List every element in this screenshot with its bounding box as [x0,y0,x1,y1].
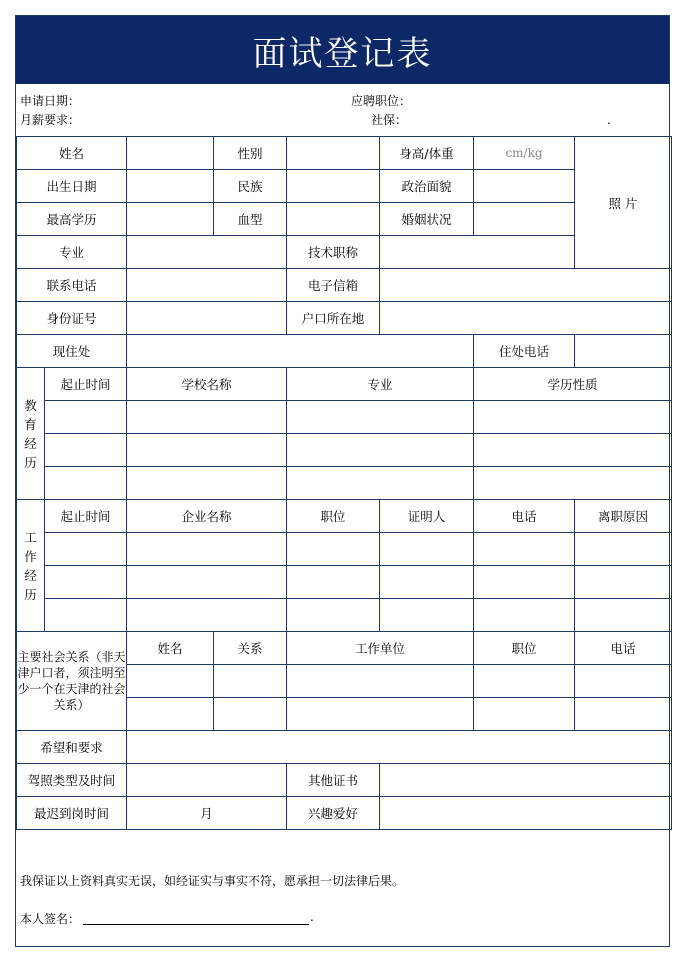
work-company-field[interactable] [127,566,287,599]
license-field[interactable] [127,764,287,797]
birth-date-label: 出生日期 [17,170,127,203]
work-position-field[interactable] [287,566,380,599]
edu-period-field[interactable] [45,434,127,467]
edu-header-major: 专业 [287,368,474,401]
work-period-field[interactable] [45,599,127,632]
marital-status-label: 婚姻状况 [380,203,474,236]
declaration-section [16,850,671,948]
tech-title-label: 技术职称 [287,236,380,269]
major-label: 专业 [17,236,127,269]
edu-major-field[interactable] [287,467,474,500]
edu-header-degree-type: 学历性质 [474,368,672,401]
blood-type-label: 血型 [214,203,287,236]
phone-label: 联系电话 [17,269,127,302]
work-header-reference: 证明人 [380,500,474,533]
social-position-field[interactable] [474,698,575,731]
social-relation-field[interactable] [214,665,287,698]
license-label: 驾照类型及时间 [17,764,127,797]
work-reason-field[interactable] [575,533,672,566]
tech-title-field[interactable] [380,236,575,269]
marital-status-field[interactable] [474,203,575,236]
work-phone-field[interactable] [474,599,575,632]
phone-field[interactable] [127,269,287,302]
height-weight-field[interactable]: cm/kg [474,137,575,170]
gender-label: 性别 [214,137,287,170]
social-header-employer: 工作单位 [287,632,474,665]
header-dot: . [607,113,611,127]
work-header-leave-reason: 离职原因 [575,500,672,533]
edu-major-field[interactable] [287,434,474,467]
edu-major-field[interactable] [287,401,474,434]
work-period-field[interactable] [45,533,127,566]
height-weight-label: 身高/体重 [380,137,474,170]
work-header-company: 企业名称 [127,500,287,533]
work-header-position: 职位 [287,500,380,533]
social-phone-field[interactable] [575,698,672,731]
start-date-field[interactable]: 月 [127,797,287,830]
work-period-field[interactable] [45,566,127,599]
ethnicity-field[interactable] [287,170,380,203]
hukou-label: 户口所在地 [287,302,380,335]
declaration-text: 我保证以上资料真实无误，如经证实与事实不符，愿承担一切法律后果。 [20,874,405,888]
expectations-field[interactable] [127,731,672,764]
other-cert-field[interactable] [380,764,672,797]
email-label: 电子信箱 [287,269,380,302]
gender-field[interactable] [287,137,380,170]
edu-degree-field[interactable] [474,434,672,467]
work-section-label [17,500,45,632]
hobbies-field[interactable] [380,797,672,830]
hukou-field[interactable] [380,302,672,335]
edu-header-school: 学校名称 [127,368,287,401]
work-position-field[interactable] [287,533,380,566]
work-reference-field[interactable] [380,566,474,599]
work-reason-field[interactable] [575,599,672,632]
social-insurance-label: 社保： [371,113,408,127]
id-number-label: 身份证号 [17,302,127,335]
home-phone-label: 住处电话 [474,335,575,368]
form-table [16,136,672,830]
social-header-phone: 电话 [575,632,672,665]
work-reason-field[interactable] [575,566,672,599]
edu-header-period: 起止时间 [45,368,127,401]
start-date-label: 最迟到岗时间 [17,797,127,830]
edu-school-field[interactable] [127,467,287,500]
id-number-field[interactable] [127,302,287,335]
form-title: 面试登记表 [252,33,433,74]
social-header-relation: 关系 [214,632,287,665]
social-relation-field[interactable] [214,698,287,731]
work-reference-field[interactable] [380,533,474,566]
social-employer-field[interactable] [287,665,474,698]
education-section-label [17,368,45,500]
signature-end-dot: . [310,910,314,924]
home-phone-field[interactable] [575,335,672,368]
education-level-field[interactable] [127,203,214,236]
hobbies-label: 兴趣爱好 [287,797,380,830]
political-status-field[interactable] [474,170,575,203]
work-section-text: 工 作 经 历 [24,529,37,602]
signature-line[interactable] [83,924,309,925]
work-company-field[interactable] [127,533,287,566]
other-cert-label: 其他证书 [287,764,380,797]
edu-period-field[interactable] [45,401,127,434]
edu-period-field[interactable] [45,467,127,500]
social-employer-field[interactable] [287,698,474,731]
work-company-field[interactable] [127,599,287,632]
social-name-field[interactable] [127,665,214,698]
name-label: 姓名 [17,137,127,170]
work-position-field[interactable] [287,599,380,632]
work-phone-field[interactable] [474,533,575,566]
address-label: 现住处 [17,335,127,368]
social-phone-field[interactable] [575,665,672,698]
social-header-name: 姓名 [127,632,214,665]
work-header-period: 起止时间 [45,500,127,533]
major-field[interactable] [127,236,287,269]
email-field[interactable] [380,269,672,302]
work-header-phone: 电话 [474,500,575,533]
position-applied-label: 应聘职位： [351,94,412,108]
signature-label: 本人签名： [20,912,81,926]
apply-date-label: 申请日期： [20,94,81,108]
expectations-label: 希望和要求 [17,731,127,764]
interview-registration-form [15,15,670,947]
edu-degree-field[interactable] [474,467,672,500]
edu-school-field[interactable] [127,434,287,467]
social-position-field[interactable] [474,665,575,698]
social-name-field[interactable] [127,698,214,731]
photo-box[interactable]: 照 片 [575,137,672,269]
name-field[interactable] [127,137,214,170]
work-reference-field[interactable] [380,599,474,632]
political-status-label: 政治面貌 [380,170,474,203]
social-header-position: 职位 [474,632,575,665]
salary-label: 月薪要求： [20,113,81,127]
blood-type-field[interactable] [287,203,380,236]
address-field[interactable] [127,335,474,368]
ethnicity-label: 民族 [214,170,287,203]
title-bar [16,16,669,84]
birth-date-field[interactable] [127,170,214,203]
education-level-label: 最高学历 [17,203,127,236]
edu-degree-field[interactable] [474,401,672,434]
social-section-label: 主要社会关系（非天津户口者，须注明至少一个在天津的社会关系） [17,632,127,731]
work-phone-field[interactable] [474,566,575,599]
education-section-text: 教 育 经 历 [24,397,37,470]
edu-school-field[interactable] [127,401,287,434]
